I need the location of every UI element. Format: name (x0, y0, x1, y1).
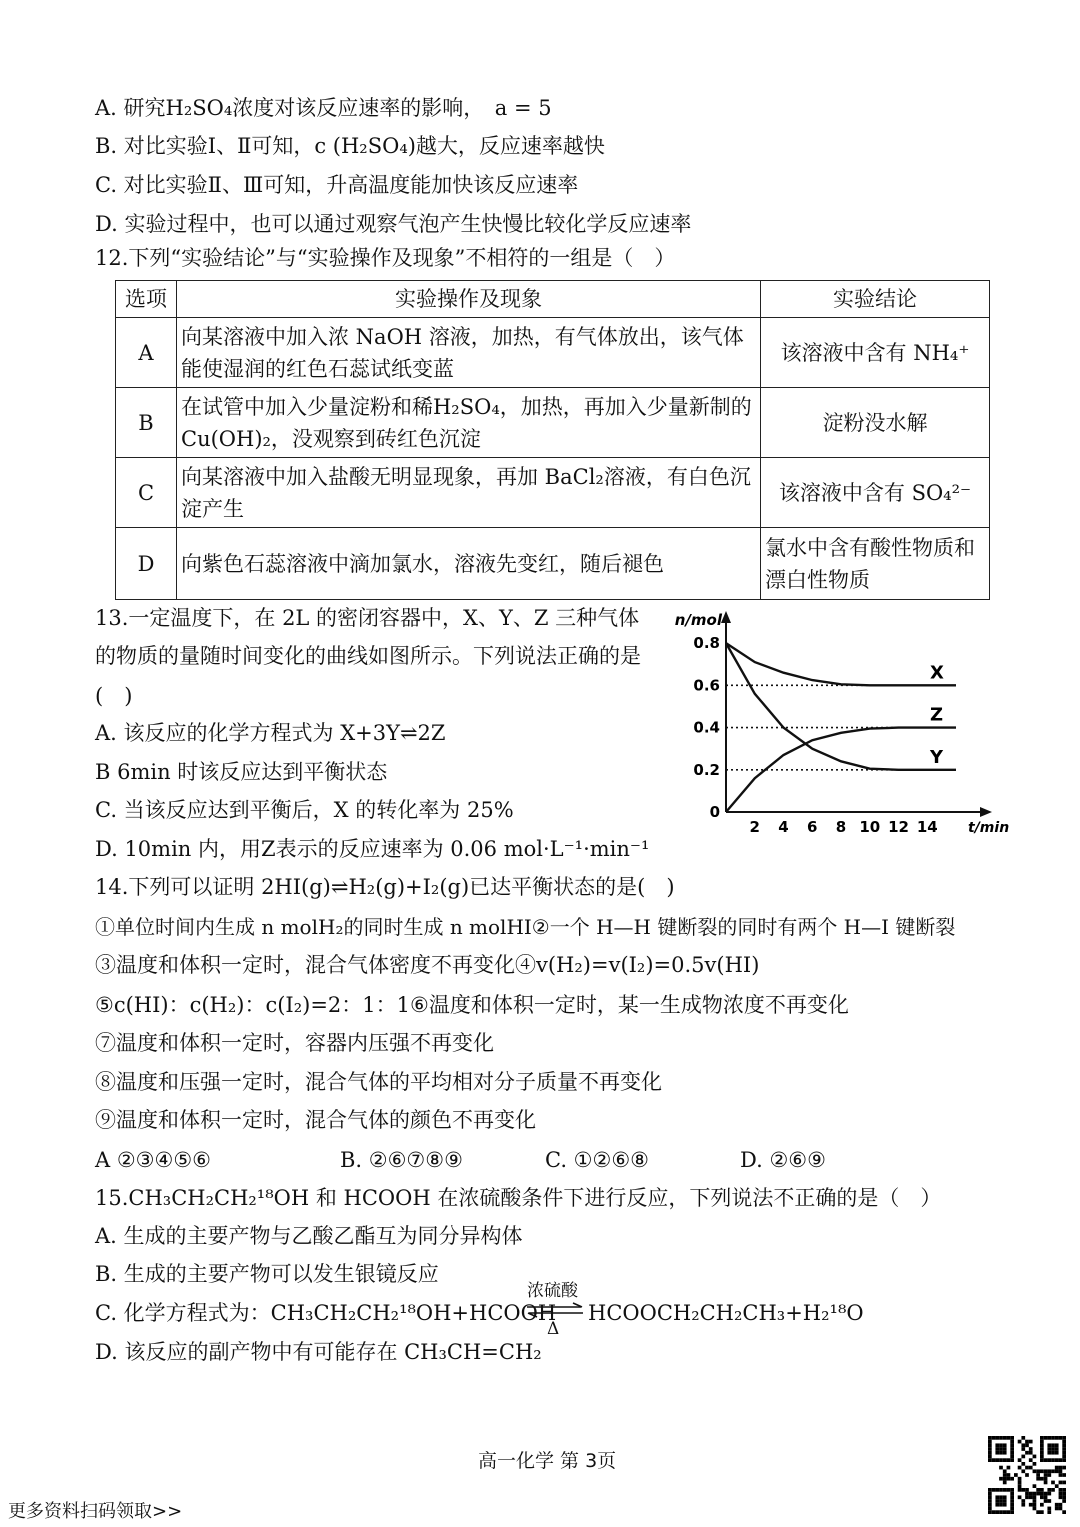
q14-stem: 14.下列可以证明 2HI(g)⇌H₂(g)+I₂(g)已达平衡状态的是( ) (95, 875, 675, 899)
header-conclusion: 实验结论 (761, 281, 990, 318)
q15-condition-top: 浓硫酸 (527, 1281, 578, 1301)
q15-option-c-left: C. 化学方程式为：CH₃CH₂CH₂¹⁸OH+HCOOH (95, 1301, 557, 1325)
q11-option-a: A. 研究H₂SO₄浓度对该反应速率的影响， a = 5 (95, 96, 552, 120)
row-option: A (116, 318, 177, 388)
q15-stem: 15.CH₃CH₂CH₂¹⁸OH 和 HCOOH 在浓硫酸条件下进行反应，下列说法不正确的是（ ） (95, 1186, 942, 1210)
y-axis-arrow-icon (721, 611, 731, 623)
row-option: C (116, 458, 177, 528)
x-axis-label: t/min (968, 820, 1010, 836)
table-header-row (116, 281, 990, 318)
row-operation: 向紫色石蕊溶液中滴加氯水，溶液先变红，随后褪色 (177, 528, 761, 600)
q13-option-d: D. 10min 内，用Z表示的反应速率为 0.06 mol·L⁻¹·min⁻¹ (95, 837, 650, 861)
header-option: 选项 (116, 281, 177, 318)
x-axis-arrow-icon (980, 807, 992, 817)
y-tick-label: 0 (709, 803, 720, 821)
q13-stem-2: 的物质的量随时间变化的曲线如图所示。下列说法正确的是 (95, 644, 641, 668)
row-option: D (116, 528, 177, 600)
series-label-x: X (930, 662, 944, 684)
y-tick-label: 0.8 (693, 634, 720, 653)
q12-stem: 12.下列“实验结论”与“实验操作及现象”不相符的一组是（ ） (95, 246, 676, 270)
row-operation: 向某溶液中加入盐酸无明显现象，再加 BaCl₂溶液，有白色沉淀产生 (177, 458, 761, 528)
q15-condition-bottom: Δ (547, 1319, 560, 1339)
q14-line-5: ⑧温度和压强一定时，混合气体的平均相对分子质量不再变化 (95, 1070, 662, 1094)
y-tick-label: 0.6 (693, 676, 720, 695)
series-label-y: Y (930, 746, 944, 768)
reversible-arrow-icon (525, 1303, 585, 1317)
q14-choice-c: C. ①②⑥⑧ (545, 1148, 649, 1172)
q11-option-b: B. 对比实验Ⅰ、Ⅱ可知，c (H₂SO₄)越大，反应速率越快 (95, 134, 605, 158)
q13-option-c: C. 当该反应达到平衡后，X 的转化率为 25% (95, 798, 514, 822)
q14-line-6: ⑨温度和体积一定时，混合气体的颜色不再变化 (95, 1108, 536, 1132)
q14-line-1: ①单位时间内生成 n molH₂的同时生成 n molHI②一个 H—H 键断裂的同时有两个 H—I 键断裂 (95, 915, 956, 939)
series-line-x (726, 643, 956, 685)
q14-line-3: ⑤c(HI)：c(H₂)：c(I₂)=2：1：1⑥温度和体积一定时，某一生成物浓度不再变化 (95, 993, 849, 1017)
q13-stem-3: ( ) (95, 684, 133, 708)
q14-line-4: ⑦温度和体积一定时，容器内压强不再变化 (95, 1031, 494, 1055)
q14-choice-a: A ②③④⑤⑥ (95, 1148, 211, 1172)
row-conclusion: 氯水中含有酸性物质和漂白性物质 (761, 528, 990, 600)
series-line-y (726, 643, 956, 770)
q13-stem-1: 13.一定温度下，在 2L 的密闭容器中，X、Y、Z 三种气体 (95, 606, 640, 630)
x-tick-label: 12 (888, 818, 909, 836)
q13-option-a: A. 该反应的化学方程式为 X+3Y⇌2Z (95, 721, 446, 745)
q15-option-d: D. 该反应的副产物中有可能存在 CH₃CH=CH₂ (95, 1340, 542, 1364)
qr-code-icon[interactable] (988, 1436, 1066, 1514)
x-tick-label: 8 (835, 818, 847, 836)
row-conclusion: 该溶液中含有 SO₄²⁻ (761, 458, 990, 528)
q15-option-a: A. 生成的主要产物与乙酸乙酯互为同分异构体 (95, 1224, 523, 1248)
x-tick-label: 4 (778, 818, 789, 836)
q14-line-2: ③温度和体积一定时，混合气体密度不再变化④v(H₂)=v(I₂)=0.5v(HI) (95, 953, 760, 977)
more-resources-link[interactable]: 更多资料扫码领取>> (8, 1501, 183, 1522)
q11-option-d: D. 实验过程中，也可以通过观察气泡产生快慢比较化学反应速率 (95, 212, 692, 236)
table-row (116, 528, 990, 600)
q12-table (115, 280, 990, 600)
table-row (116, 388, 990, 458)
table-row (116, 318, 990, 388)
header-operation: 实验操作及现象 (177, 281, 761, 318)
q11-option-c: C. 对比实验Ⅱ、Ⅲ可知，升高温度能加快该反应速率 (95, 173, 579, 197)
series-label-z: Z (930, 704, 944, 726)
y-tick-label: 0.4 (693, 718, 720, 737)
x-tick-label: 2 (749, 818, 760, 836)
q13-option-b: B 6min 时该反应达到平衡状态 (95, 760, 388, 784)
row-operation: 向某溶液中加入浓 NaOH 溶液，加热，有气体放出，该气体能使湿润的红色石蕊试纸变蓝 (177, 318, 761, 388)
q13-line-chart (674, 605, 1010, 840)
q14-choice-d: D. ②⑥⑨ (740, 1148, 826, 1172)
y-tick-label: 0.2 (693, 760, 720, 779)
q15-option-b: B. 生成的主要产物可以发生银镜反应 (95, 1262, 439, 1286)
q14-choice-b: B. ②⑥⑦⑧⑨ (340, 1148, 463, 1172)
table-row (116, 458, 990, 528)
row-operation: 在试管中加入少量淀粉和稀H₂SO₄，加热，再加入少量新制的Cu(OH)₂，没观察到砖红色沉淀 (177, 388, 761, 458)
page-footer: 高一化学 第 3页 (478, 1450, 617, 1472)
row-conclusion: 该溶液中含有 NH₄⁺ (761, 318, 990, 388)
y-axis-label: n/mol (674, 611, 722, 629)
row-option: B (116, 388, 177, 458)
x-tick-label: 14 (916, 818, 938, 836)
q15-option-c-right: HCOOCH₂CH₂CH₃+H₂¹⁸O (588, 1301, 864, 1325)
x-tick-label: 6 (807, 818, 818, 836)
x-tick-label: 10 (859, 818, 881, 836)
row-conclusion: 淀粉没水解 (761, 388, 990, 458)
